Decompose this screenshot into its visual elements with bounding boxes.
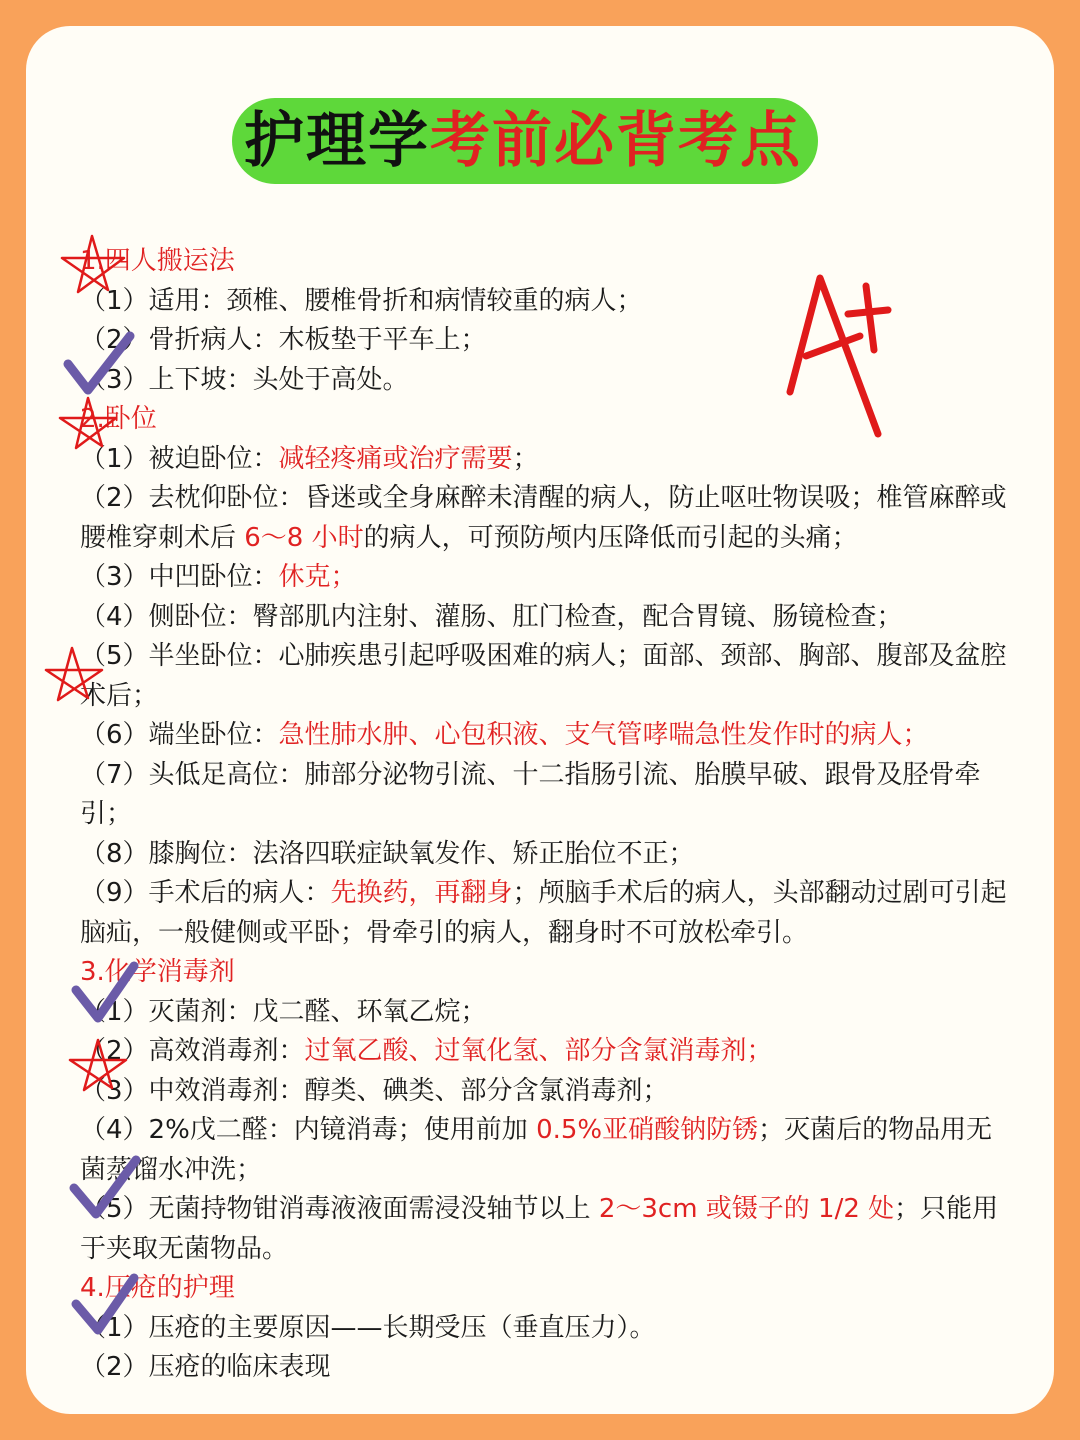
note-line: （2）骨折病人：木板垫于平车上； [80, 325, 487, 355]
note-line: （4）侧卧位：臀部肌内注射、灌肠、肛门检查，配合胃镜、肠镜检查； [80, 601, 903, 632]
note-line: （1）灭菌剂：戊二醛、环氧乙烷； [80, 996, 487, 1027]
note-line: （3）上下坡：头处于高处。 [80, 364, 409, 395]
title-red-part: 考前必背考点 [430, 106, 802, 176]
note-line: （3）中效消毒剂：醇类、碘类、部分含氯消毒剂； [80, 1075, 669, 1106]
notes-body [80, 242, 1010, 1388]
note-line: （2）压疮的临床表现 [80, 1352, 331, 1382]
page-title [244, 98, 824, 184]
note-line: （2）高效消毒剂：过氧乙酸、过氧化氢、部分含氯消毒剂； [80, 1036, 773, 1066]
note-line: （8）膝胸位：法洛四联症缺氧发作、矫正胎位不正； [80, 838, 695, 869]
note-line: （5）半坐卧位：心肺疾患引起呼吸困难的病人；面部、颈部、胸部、腹部及盆腔术后； [80, 641, 1007, 711]
note-line: （5）无菌持物钳消毒液液面需浸没轴节以上 2～3cm 或镊子的 1/2 处；只能用于夹取无菌物品。 [80, 1194, 999, 1264]
note-line: （6）端坐卧位：急性肺水肿、心包积液、支气管哮喘急性发作时的病人； [80, 720, 929, 750]
note-line: （1）被迫卧位：减轻疼痛或治疗需要； [80, 443, 539, 474]
note-line: （1）压疮的主要原因——长期受压（垂直压力）。 [80, 1312, 656, 1343]
note-line: （7）头低足高位：肺部分泌物引流、十二指肠引流、胎膜早破、跟骨及胫骨牵引； [80, 759, 981, 829]
note-line: （4）2%戊二醛：内镜消毒；使用前加 0.5%亚硝酸钠防锈；灭菌后的物品用无菌蒸馏水冲洗； [80, 1115, 993, 1185]
note-line: （9）手术后的病人：先换药，再翻身；颅脑手术后的病人，头部翻动过剧可引起脑疝，一般健侧或平卧；骨牵引的病人，翻身时不可放松牵引。 [80, 878, 1007, 948]
section-heading: 3.化学消毒剂 [80, 957, 235, 987]
section-heading: 2.卧位 [80, 404, 157, 434]
section-heading: 4.压疮的护理 [80, 1273, 235, 1303]
section-heading: 1.四人搬运法 [80, 246, 235, 276]
note-line: （2）去枕仰卧位：昏迷或全身麻醉未清醒的病人，防止呕吐物误吸；椎管麻醉或腰椎穿刺术后 6～8 小时的病人，可预防颅内压降低而引起的头痛； [80, 483, 1007, 553]
note-line: （1）适用：颈椎、腰椎骨折和病情较重的病人； [80, 285, 643, 316]
note-line: （3）中凹卧位：休克； [80, 562, 357, 592]
title-black-part: 护理学 [244, 106, 430, 176]
